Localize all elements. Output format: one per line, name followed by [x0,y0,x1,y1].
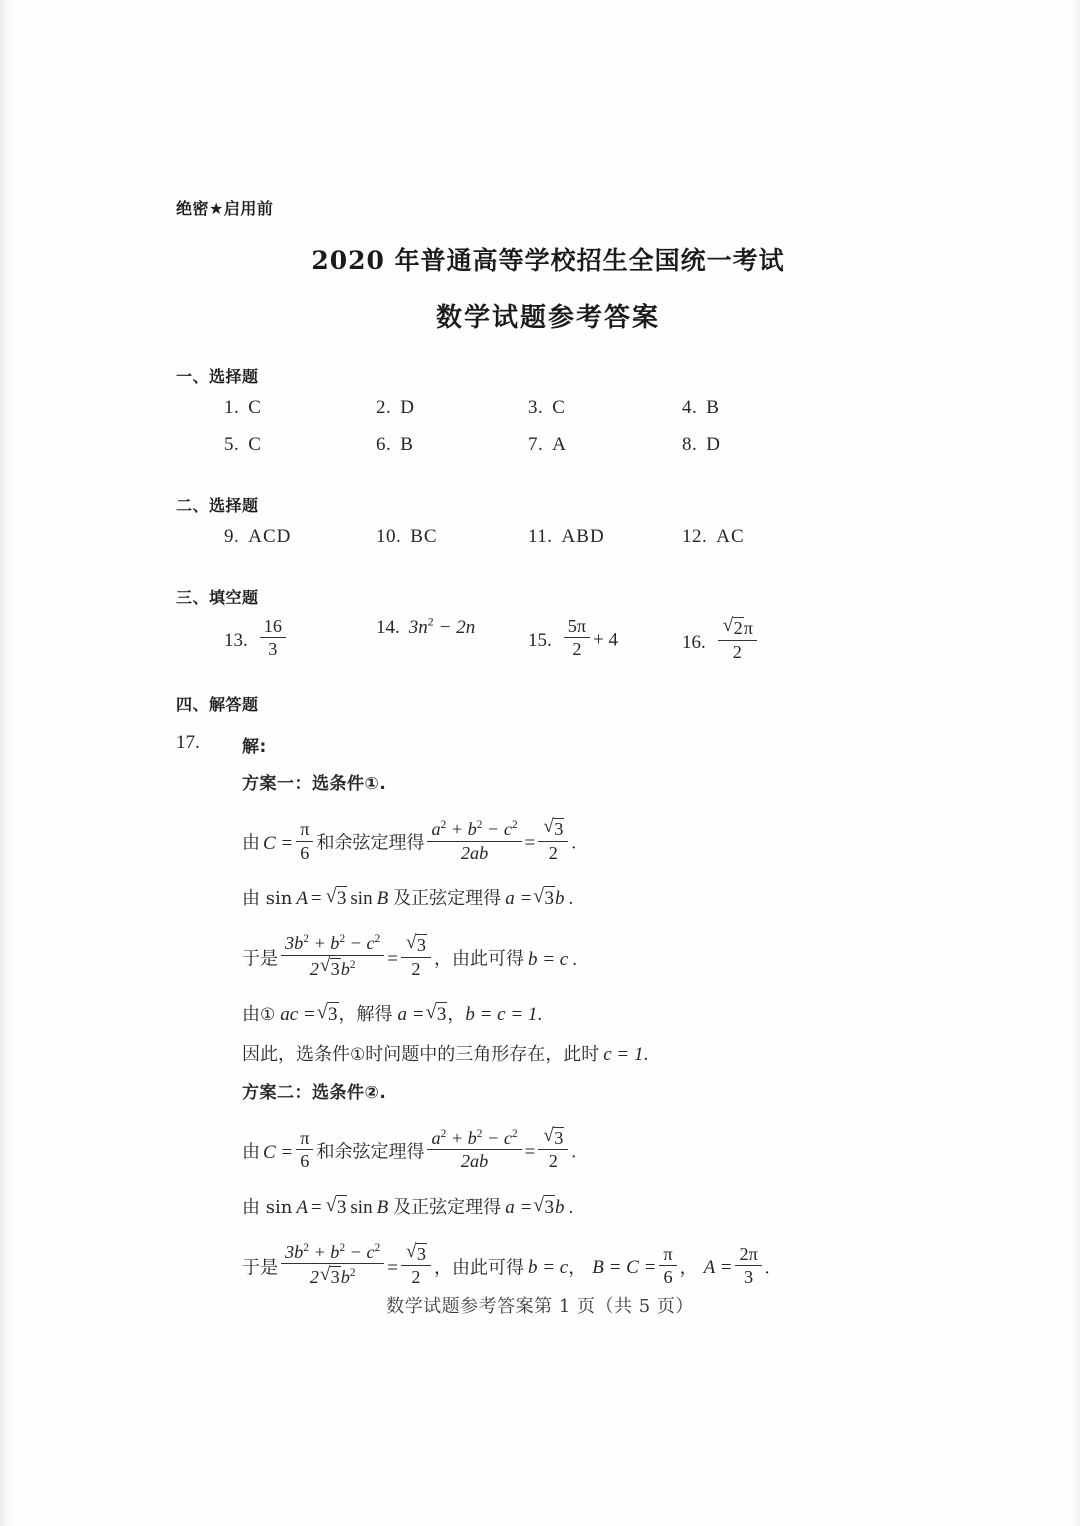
equals-sign: = [310,1197,322,1219]
line-prefix: 由 [242,1004,260,1026]
scheme-one-line-5 [242,1043,920,1067]
radical-icon: √ 3 [326,885,348,911]
answer-number: 3. [528,397,544,418]
answer-value: AC [716,526,745,547]
result-a: a = [397,1004,425,1026]
fraction-numerator: $a^2 + b^2 - c^2$ [427,1128,521,1151]
fraction-denominator: 2 √ $3b^2$ [281,956,384,980]
fraction-denominator: 2 [572,639,582,660]
cosine-law-text: 和余弦定理得 [316,1141,425,1163]
fraction-denominator: 2 [411,1267,421,1288]
variable-C: C = [263,832,294,854]
variable-A: A [296,1197,308,1219]
period: . [571,832,577,854]
fraction-denominator: 2ab [460,1151,489,1172]
fraction-denominator: 2 [548,1151,558,1172]
result-c-equals-1: c = 1 [603,1043,644,1065]
sine-law-text: 及正弦定理得 [393,1197,502,1219]
sine-law-text: 及正弦定理得 [393,888,502,910]
scheme-two-title: 方案二：选条件②. [242,1082,387,1103]
fraction-cosine-law [427,1128,521,1172]
expression-3n-squared: $3n^2$ [408,616,434,639]
fraction-16-over-3 [260,616,286,660]
scheme-one-line-2 [242,885,920,911]
sin-label: sin [350,888,373,910]
fraction-numerator: π [659,1244,676,1266]
scheme-one-title: 方案一：选条件①. [242,774,387,794]
equals-sign: = [310,888,322,910]
fraction-numerator [401,1242,431,1267]
plus-four: + 4 [593,629,619,651]
answer-value: BC [410,526,438,547]
answer-item-8 [682,434,721,456]
fraction-numerator [538,817,568,842]
fraction-denominator: 2 [732,641,742,662]
period: . [571,1141,577,1163]
fraction-numerator: $a^2 + b^2 - c^2$ [427,819,521,842]
answer-number: 12. [682,526,708,547]
fraction-2pi-over-3 [735,1244,761,1288]
fraction-denominator: 2 [548,842,558,863]
comma: ， [338,1004,357,1026]
blank-answer-14 [376,616,475,639]
radical-icon: √ 3 [406,1242,427,1265]
fraction-denominator: 2 √ $3b^2$ [281,1264,384,1288]
answer-item-10 [376,526,438,548]
answer-item-4 [682,397,720,419]
period: . [572,948,577,970]
blank-answer-13 [224,616,289,660]
answer-number: 6. [376,434,392,455]
answer-row [176,526,920,563]
document-title: 2020 年普通高等学校招生全国统一考试 [311,246,785,275]
answer-number: 2. [376,397,392,418]
equals-sign: = [387,1257,398,1279]
scheme-two-line-2 [242,1194,920,1220]
answer-number: 10. [376,526,402,547]
answer-item-6 [376,434,414,456]
line-prefix: 由 [242,1141,260,1163]
variable-b: b [555,1197,565,1219]
answer-item-9 [224,526,291,548]
radical-icon: √ 3 [326,1194,348,1220]
scheme-two-line-3 [242,1242,920,1288]
blank-answer-16 [682,616,760,662]
equals-sign: = [524,832,536,854]
fraction-pi-over-6 [296,1128,313,1172]
variable-C: C = [263,1141,294,1163]
variable-b: b [555,888,565,910]
radical-icon: √ 3 [317,1001,339,1027]
section-heading-one: 一、选择题 [176,367,259,386]
problem-17-header [176,732,920,758]
document-subtitle: 数学试题参考答案 [435,303,660,333]
sin-label: sin [350,1197,373,1219]
result-A: A = [703,1257,733,1279]
answer-number: 11. [528,526,553,547]
circled-one-icon: ① [260,1005,276,1025]
answer-value: D [706,434,721,455]
answer-number: 14. [376,617,400,639]
variable-B: B [376,1197,389,1219]
variable-B: B [376,888,389,910]
comma: ， [679,1257,698,1279]
answer-item-3 [528,397,566,419]
cosine-law-text: 和余弦定理得 [316,832,425,854]
fraction-denominator: 2 [411,958,421,979]
answer-value: ACD [248,526,292,547]
expression-minus-2n: − 2n [438,617,476,639]
secrecy-notice: 绝密★启用前 [176,199,274,218]
fraction-substituted [281,933,384,979]
fraction-pi-over-6 [296,819,313,863]
fraction-denominator: 2ab [460,842,489,863]
fraction-numerator: π [296,819,313,841]
answer-value: ABD [561,526,605,547]
blank-answer-15 [528,616,618,660]
fraction-numerator [538,1126,568,1151]
fraction-numerator: π [296,1128,313,1150]
answer-item-11 [528,526,605,548]
result-b-equals-c: b = c [527,1257,569,1279]
expression-ac: ac = [280,1004,316,1026]
section-heading-four: 四、解答题 [176,695,259,714]
radical-icon: √ 3 [406,933,427,956]
result-b-equals-c: b = c [527,948,569,970]
radical-icon: √ 3 [533,885,555,911]
comma: ， [447,1004,466,1026]
answer-number: 9. [224,526,240,547]
answer-row [176,397,920,434]
fraction-numerator: 5π [564,616,590,638]
answer-number: 7. [528,434,544,455]
period: . [764,1257,770,1279]
fraction-denominator: 3 [744,1267,754,1288]
circled-one-icon: ① [350,1044,366,1064]
radical-icon: √ 3 [426,1001,448,1027]
equals-sign: = [524,1141,536,1163]
fraction-numerator: 2π [735,1244,761,1266]
answer-item-5 [224,434,262,456]
answer-number: 1. [224,397,240,418]
radical-icon: √ 2 [723,616,744,639]
answer-value: C [248,434,262,455]
radical-icon: √ 3 [543,1126,564,1149]
radical-icon: √ 3 [320,1265,341,1288]
conclusion-text: ，由此可得 [433,948,524,970]
radical-icon: √ 3 [533,1194,555,1220]
period: . [568,888,574,910]
conclusion-text: 时问题中的三角形存在，此时 [365,1043,600,1065]
result-b-c-equals-1: b = c = 1 [465,1004,538,1026]
radical-icon: √ 3 [543,817,564,840]
period: . [537,1004,543,1026]
fraction-sqrt3-over-2 [538,1126,568,1172]
solve-text: 解得 [356,1004,393,1026]
fraction-substituted [281,1242,384,1288]
page-footer: 数学试题参考答案第 1 页（共 5 页） [386,1296,694,1317]
scheme-one-line-3 [242,933,920,979]
variable-a: a = [505,1197,533,1219]
fraction-pi-over-6 [659,1244,676,1288]
line-prefix: 由 [242,832,260,854]
line-prefix: 于是 [242,1257,278,1279]
line-prefix: 于是 [242,948,278,970]
fraction-denominator: 6 [300,842,310,863]
fraction-sqrt2pi-over-2 [718,616,757,662]
answer-value: D [400,397,415,418]
problem-number: 17. [176,732,200,753]
scheme-two-line-1 [242,1126,920,1172]
fraction-sqrt3-over-2 [401,1242,431,1288]
blank-answer-row [176,608,920,682]
section-heading-two: 二、选择题 [176,496,259,515]
scheme-one-line-1 [242,817,920,863]
variable-a: a = [505,888,533,910]
answer-number: 15. [528,629,552,651]
fraction-numerator: $3b^2 + b^2 - c^2$ [281,1242,384,1265]
fraction-numerator: √ 2π [718,616,757,641]
answer-item-2 [376,397,415,419]
answer-number: 13. [224,629,248,651]
answer-number: 5. [224,434,240,455]
answer-number: 8. [682,434,698,455]
fraction-5pi-over-2 [564,616,590,660]
fraction-sqrt3-over-2 [401,933,431,979]
conclusion-text: ，由此可得 [433,1257,524,1279]
answer-number: 4. [682,397,698,418]
fraction-numerator [401,933,431,958]
section-heading-three: 三、填空题 [176,588,259,607]
fraction-cosine-law [427,819,521,863]
answer-number: 16. [682,631,706,653]
problem-solution-label: 解: [242,737,267,757]
answer-row [176,434,920,471]
answer-value: B [706,397,720,418]
answer-value: B [400,434,414,455]
period: . [643,1043,649,1065]
fraction-numerator: 16 [260,616,286,638]
answer-value: C [552,397,566,418]
answer-value: C [248,397,262,418]
answer-item-1 [224,397,262,419]
comma: ， [568,1257,587,1279]
conclusion-prefix: 因此，选条件 [242,1043,350,1065]
fraction-numerator: $3b^2 + b^2 - c^2$ [281,933,384,956]
fraction-sqrt3-over-2 [538,817,568,863]
result-B-equals-C: B = C = [592,1257,657,1279]
answer-value: A [552,434,567,455]
line-prefix: 由 sin [242,1197,293,1219]
variable-A: A [296,888,308,910]
fraction-denominator: 6 [663,1267,673,1288]
page-content [176,196,920,1288]
equals-sign: = [387,948,398,970]
period: . [568,1197,574,1219]
line-prefix: 由 sin [242,888,293,910]
fraction-denominator: 6 [300,1151,310,1172]
answer-item-12 [682,526,745,548]
radical-icon: √ 3 [320,957,341,980]
scheme-one-line-4 [242,1001,920,1027]
fraction-denominator: 3 [268,639,278,660]
answer-item-7 [528,434,567,456]
